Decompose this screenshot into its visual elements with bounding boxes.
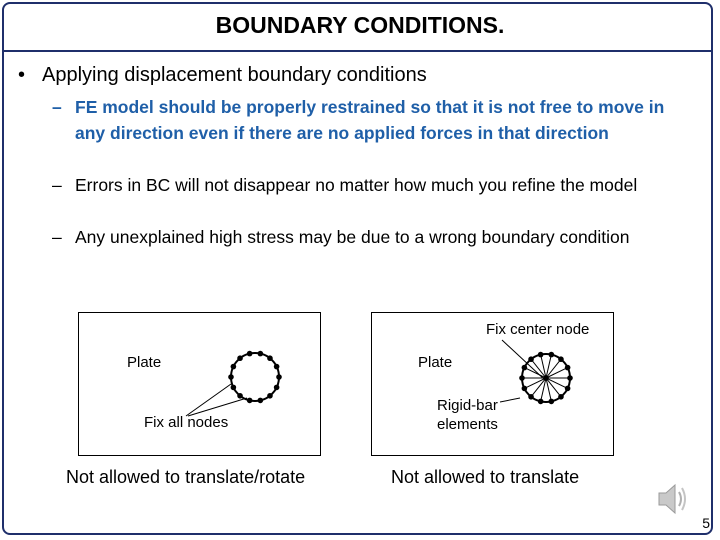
node-dot [247, 351, 253, 357]
node-dot [231, 364, 237, 370]
node-dot [522, 386, 528, 392]
rigid-bar-element [524, 378, 546, 388]
node-dot [549, 352, 555, 358]
sub-bullet-text: FE model should be properly restrained so that it is not free to move in any direction even if there are no applied forces in that direction [75, 97, 665, 143]
speaker-icon[interactable] [655, 478, 689, 520]
node-dot [274, 385, 280, 391]
left-fix-label: Fix all nodes [144, 414, 229, 431]
node-dot [565, 386, 571, 392]
node-dot [538, 352, 544, 358]
right-node-ring [519, 352, 573, 404]
node-dot [558, 394, 564, 400]
right-rigid-label-1: Rigid-bar [437, 397, 498, 414]
node-dot [522, 365, 528, 371]
rigid-bar-element [546, 378, 568, 388]
right-caption: Not allowed to translate [391, 467, 580, 487]
node-dot [538, 399, 544, 405]
node-dot [567, 375, 573, 381]
node-dot [237, 393, 243, 399]
node-dot [565, 365, 571, 371]
rigid-bar-element [524, 368, 546, 378]
sub-bullet-marker: – [52, 97, 62, 117]
left-node-ring [228, 351, 282, 403]
node-dot [528, 356, 534, 362]
node-dot [528, 394, 534, 400]
bullet-marker: • [18, 64, 26, 86]
right-leader-rigid [500, 398, 520, 402]
node-dot [276, 374, 282, 380]
main-bullet-text: Applying displacement boundary conditions [42, 64, 427, 86]
right-rigid-label-2: elements [437, 416, 498, 433]
right-leader-center [502, 340, 545, 380]
sub-bullet-marker: – [52, 175, 62, 195]
rigid-bar-element [546, 368, 568, 378]
node-dot [247, 398, 253, 404]
node-dot [267, 355, 273, 361]
sub-bullet-text: Errors in BC will not disappear no matter how much you refine the model [75, 175, 638, 195]
node-dot [274, 364, 280, 370]
node-dot [237, 355, 243, 361]
slide-title: BOUNDARY CONDITIONS. [215, 12, 505, 38]
node-dot [267, 393, 273, 399]
sub-bullet-marker: – [52, 227, 62, 247]
node-dot [558, 356, 564, 362]
node-dot [258, 351, 264, 357]
page-number: 5 [702, 515, 710, 531]
node-dot [228, 374, 234, 380]
left-caption: Not allowed to translate/rotate [66, 467, 306, 487]
left-plate-label: Plate [127, 354, 162, 371]
node-dot [519, 375, 525, 381]
right-fix-label: Fix center node [486, 321, 590, 338]
sub-bullet-text: Any unexplained high stress may be due to a wrong boundary condition [75, 227, 630, 247]
left-leader-line-2 [188, 398, 247, 416]
node-dot [258, 398, 264, 404]
left-leader-line-1 [186, 384, 231, 416]
node-dot [549, 399, 555, 405]
center-node-dot [543, 375, 549, 381]
node-dot [231, 385, 237, 391]
right-plate-label: Plate [418, 354, 453, 371]
